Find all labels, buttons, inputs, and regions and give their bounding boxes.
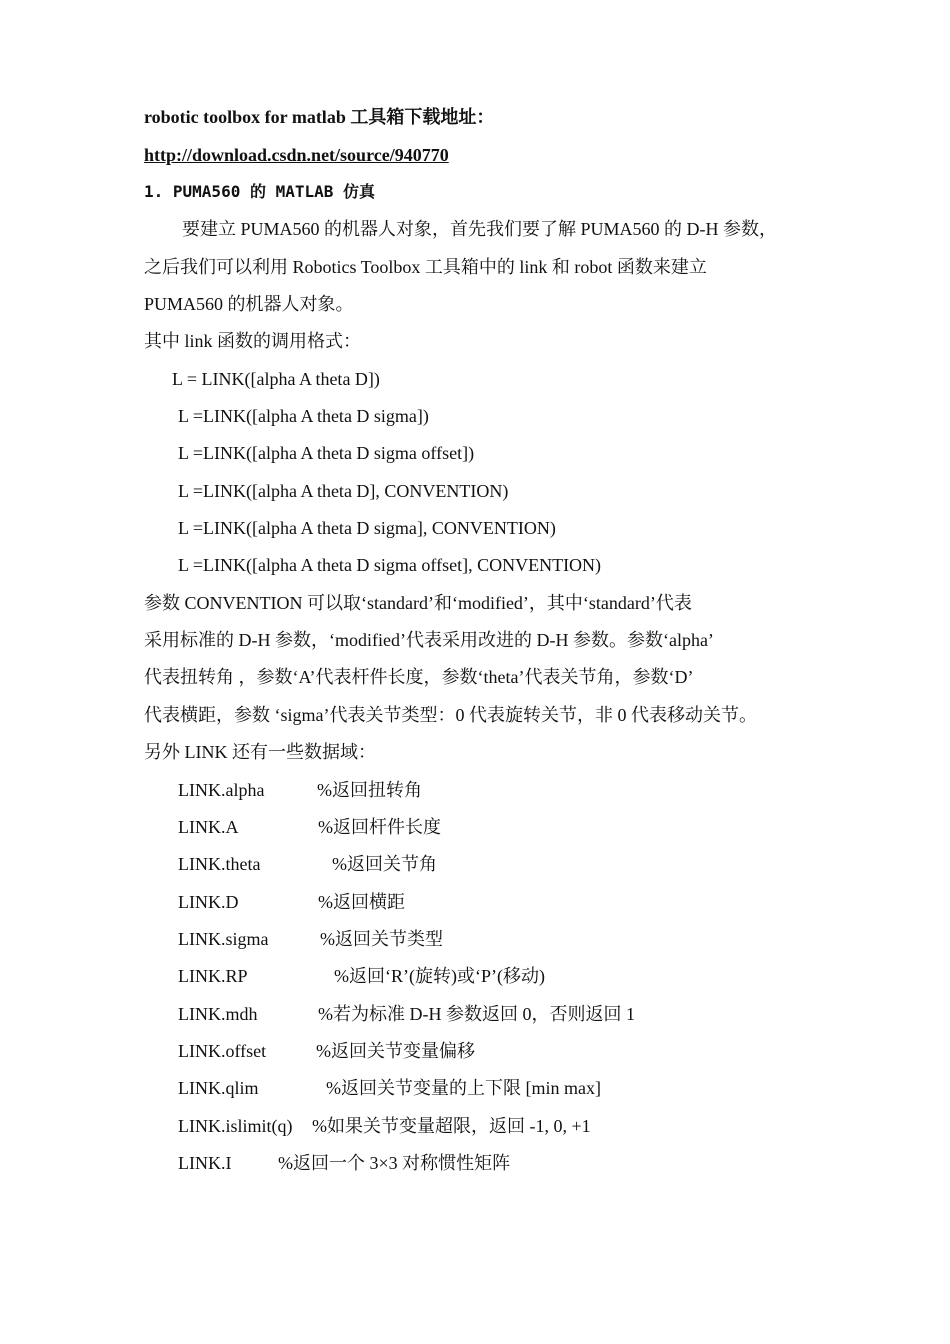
syntax-line: L =LINK([alpha A theta D], CONVENTION) (178, 481, 509, 501)
field-desc: %返回扭转角 (317, 780, 422, 800)
field-name: LINK.D (178, 892, 239, 912)
download-title: robotic toolbox for matlab 工具箱下载地址： (144, 107, 495, 127)
field-desc: %若为标准 D-H 参数返回 0，否则返回 1 (318, 1004, 635, 1024)
field-name: LINK.RP (178, 966, 248, 986)
field-name: LINK.theta (178, 854, 261, 874)
explanation-line: 另外 LINK 还有一些数据域： (144, 742, 376, 762)
field-desc: %返回横距 (318, 892, 405, 912)
download-link[interactable]: http://download.csdn.net/source/940770 (144, 145, 449, 165)
field-name: LINK.offset (178, 1041, 267, 1061)
syntax-line: L =LINK([alpha A theta D sigma offset]) (178, 443, 475, 463)
field-name: LINK.mdh (178, 1004, 258, 1024)
intro-line-4: 其中 link 函数的调用格式： (144, 331, 362, 351)
syntax-line: L =LINK([alpha A theta D sigma]) (178, 406, 429, 426)
intro-line-3: PUMA560 的机器人对象。 (144, 294, 354, 314)
intro-line-1: 要建立 PUMA560 的机器人对象，首先我们要了解 PUMA560 的 D-H 参数， (182, 219, 778, 239)
field-name: LINK.I (178, 1153, 232, 1173)
field-name: LINK.alpha (178, 780, 265, 800)
field-name: LINK.islimit(q) (178, 1116, 293, 1136)
syntax-line: L = LINK([alpha A theta D]) (172, 369, 380, 389)
field-desc: %如果关节变量超限，返回 -1, 0, +1 (312, 1116, 591, 1136)
syntax-line: L =LINK([alpha A theta D sigma], CONVENTION) (178, 518, 556, 538)
field-name: LINK.sigma (178, 929, 269, 949)
field-name: LINK.A (178, 817, 239, 837)
field-desc: %返回关节类型 (320, 929, 443, 949)
field-desc: %返回关节变量的上下限 [min max] (326, 1078, 601, 1098)
explanation-line: 代表横距，参数 ‘sigma’代表关节类型：0 代表旋转关节，非 0 代表移动关节。 (144, 705, 757, 725)
syntax-line: L =LINK([alpha A theta D sigma offset], CONVENTION) (178, 555, 602, 575)
field-name: LINK.qlim (178, 1078, 259, 1098)
explanation-line: 参数 CONVENTION 可以取‘standard’和‘modified’，其中‘standard’代表 (144, 593, 692, 613)
explanation-line: 代表扭转角 ，参数‘A’代表杆件长度，参数‘theta’代表关节角，参数‘D’ (144, 667, 694, 687)
section-heading: 1. PUMA560 的 MATLAB 仿真 (144, 182, 376, 201)
field-desc: %返回‘R’(旋转)或‘P’(移动) (334, 966, 545, 986)
explanation-line: 采用标准的 D-H 参数，‘modified’代表采用改进的 D-H 参数。参数‘alpha’ (144, 630, 714, 650)
field-desc: %返回关节角 (332, 854, 437, 874)
field-desc: %返回一个 3×3 对称惯性矩阵 (278, 1153, 511, 1173)
intro-line-2: 之后我们可以利用 Robotics Toolbox 工具箱中的 link 和 robot 函数来建立 (144, 257, 707, 277)
field-desc: %返回杆件长度 (318, 817, 441, 837)
field-desc: %返回关节变量偏移 (316, 1041, 475, 1061)
